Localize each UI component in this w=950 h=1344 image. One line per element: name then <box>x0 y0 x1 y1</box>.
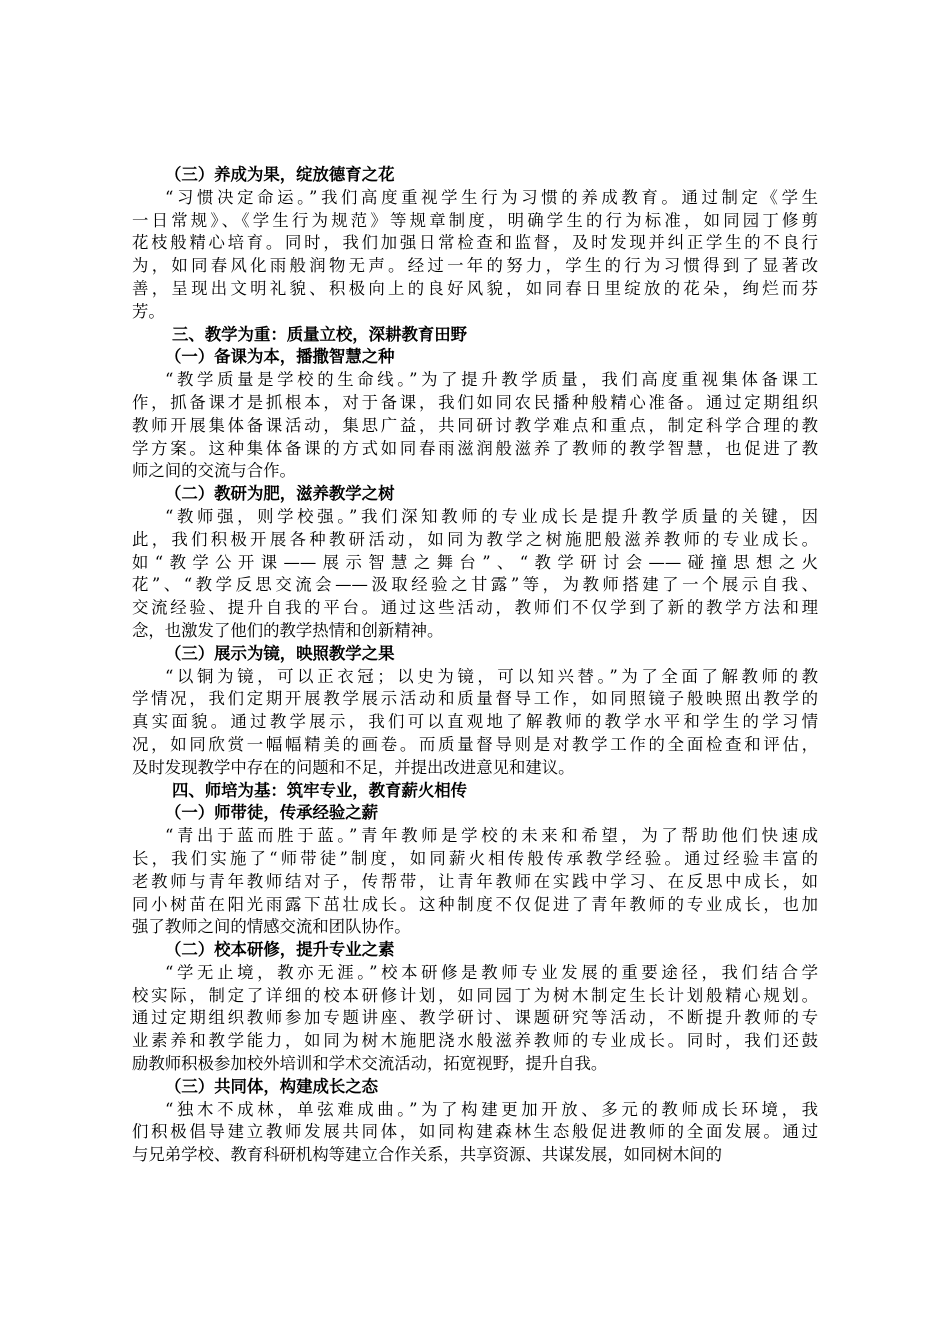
subsection-heading: （三）展示为镜，映照教学之果 <box>165 643 395 663</box>
paragraph-line: 学情况，我们定期开展教学展示活动和质量督导工作，如同照镜子般映照出教学的 <box>132 689 818 709</box>
paragraph-line: 校实际，制定了详细的校本研修计划，如同园丁为树木制定生长计划般精心规划。 <box>132 985 818 1005</box>
paragraph-line: 教师开展集体备课活动，集思广益，共同研讨教学难点和重点，制定科学合理的教 <box>132 415 818 435</box>
paragraph-line: 通过定期组织教师参加专题讲座、教学研讨、课题研究等活动，不断提升教师的专 <box>132 1008 818 1028</box>
subsection-heading: （二）教研为肥，滋养教学之树 <box>165 484 395 504</box>
paragraph-line: 如“教学公开课——展示智慧之舞台”、“教学研讨会——碰撞思想之火 <box>132 552 818 572</box>
subsection-heading: （三）共同体，构建成长之态 <box>165 1076 379 1096</box>
document-body <box>132 164 818 1167</box>
paragraph-line: 长，我们实施了“师带徒”制度，如同薪火相传般传承教学经验。通过经验丰富的 <box>132 848 818 868</box>
paragraph-line: 一日常规》、《学生行为规范》等规章制度，明确学生的行为标准，如同园丁修剪 <box>132 210 818 230</box>
paragraph <box>132 1099 818 1167</box>
paragraph <box>132 506 818 643</box>
paragraph-line: 此，我们积极开展各种教研活动，如同为教学之树施肥般滋养教师的专业成长。 <box>132 529 818 549</box>
paragraph-line: 作，抓备课才是抓根本，对于备课，我们如同农民播种般精心准备。通过定期组织 <box>132 392 818 412</box>
paragraph-line: “教师强，则学校强。”我们深知教师的专业成长是提升教学质量的关键，因 <box>165 506 818 526</box>
paragraph <box>132 962 818 1076</box>
paragraph <box>132 369 818 483</box>
paragraph-line: 学方案。这种集体备课的方式如同春雨滋润般滋养了教师的教学智慧，也促进了教 <box>132 438 818 458</box>
subsection-heading: （二）校本研修，提升专业之素 <box>165 940 395 960</box>
paragraph-line: 念，也激发了他们的教学热情和创新精神。 <box>132 620 444 640</box>
paragraph-line: “以铜为镜，可以正衣冠；以史为镜，可以知兴替。”为了全面了解教师的教 <box>165 666 818 686</box>
subsection-heading: （三）养成为果，绽放德育之花 <box>165 165 395 184</box>
paragraph-line: 善，呈现出文明礼貌、积极向上的良好风貌，如同春日里绽放的花朵，绚烂而芬 <box>132 278 818 298</box>
paragraph-line: 业素养和教学能力，如同为树木施肥浇水般滋养教师的专业成长。同时，我们还鼓 <box>132 1031 818 1051</box>
paragraph-line: 为，如同春风化雨般润物无声。经过一年的努力，学生的行为习惯得到了显著改 <box>132 256 818 276</box>
paragraph-line: 们积极倡导建立教师发展共同体，如同构建森林生态般促进教师的全面发展。通过 <box>132 1122 818 1142</box>
paragraph <box>132 825 818 939</box>
paragraph-line: 强了教师之间的情感交流和团队协作。 <box>132 917 411 937</box>
paragraph-line: “独木不成林，单弦难成曲。”为了构建更加开放、多元的教师成长环境，我 <box>165 1099 818 1119</box>
paragraph-line: “习惯决定命运。”我们高度重视学生行为习惯的养成教育。通过制定《学生 <box>165 187 818 207</box>
section-heading: 四、师培为基：筑牢专业，教育薪火相传 <box>172 780 468 800</box>
subsection-heading: （一）备课为本，播撒智慧之种 <box>165 347 395 367</box>
paragraph-line: “青出于蓝而胜于蓝。”青年教师是学校的未来和希望，为了帮助他们快速成 <box>165 826 818 846</box>
paragraph-line: “教学质量是学校的生命线。”为了提升教学质量，我们高度重视集体备课工 <box>165 370 818 390</box>
paragraph-line: 师之间的交流与合作。 <box>132 461 296 481</box>
paragraph-line: 真实面貌。通过教学展示，我们可以直观地了解教师的教学水平和学生的学习情 <box>132 712 818 732</box>
paragraph-line: 芳。 <box>132 301 165 321</box>
paragraph-line: 交流经验、提升自我的平台。通过这些活动，教师们不仅学到了新的教学方法和理 <box>132 598 818 618</box>
paragraph-line: “学无止境，教亦无涯。”校本研修是教师专业发展的重要途径，我们结合学 <box>165 962 818 982</box>
paragraph-line: 花”、“教学反思交流会——汲取经验之甘露”等，为教师搭建了一个展示自我、 <box>132 575 818 595</box>
paragraph-line: 况，如同欣赏一幅幅精美的画卷。而质量督导则是对教学工作的全面检查和评估， <box>132 734 818 754</box>
subsection-heading: （一）师带徒，传承经验之薪 <box>165 803 379 823</box>
paragraph-line: 老教师与青年教师结对子，传帮带，让青年教师在实践中学习、在反思中成长，如 <box>132 871 818 891</box>
paragraph-line: 花枝般精心培育。同时，我们加强日常检查和监督，及时发现并纠正学生的不良行 <box>132 233 818 253</box>
paragraph <box>132 187 818 324</box>
paragraph-line: 及时发现教学中存在的问题和不足，并提出改进意见和建议。 <box>132 757 575 777</box>
paragraph-line: 同小树苗在阳光雨露下茁壮成长。这种制度不仅促进了青年教师的专业成长，也加 <box>132 894 818 914</box>
section-heading: 三、教学为重：质量立校，深耕教育田野 <box>172 324 468 344</box>
paragraph-line: 与兄弟学校、教育科研机构等建立合作关系，共享资源、共谋发展，如同树木间的 <box>132 1145 723 1165</box>
paragraph <box>132 666 818 780</box>
paragraph-line: 励教师积极参加校外培训和学术交流活动，拓宽视野，提升自我。 <box>132 1054 608 1074</box>
